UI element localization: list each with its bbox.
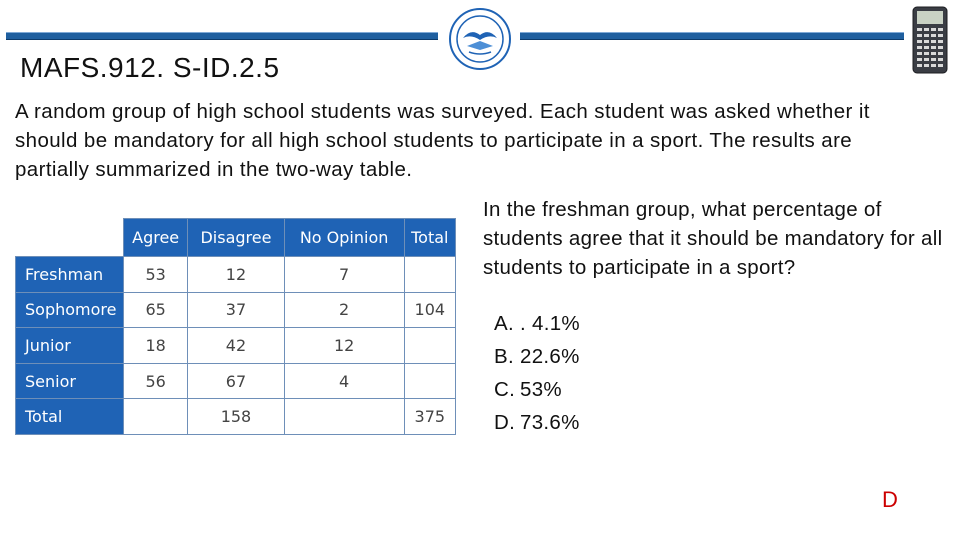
- table-cell: 56: [124, 363, 188, 399]
- choice-text: . 4.1%: [520, 312, 580, 335]
- table-row: [16, 399, 456, 435]
- table-cell: 375: [404, 399, 455, 435]
- choice-text: 22.6%: [520, 345, 580, 368]
- table-cell: 12: [284, 328, 404, 364]
- choice-d: [494, 406, 580, 439]
- table-cell: 18: [124, 328, 188, 364]
- table-cell: 4: [284, 363, 404, 399]
- column-header-disagree: Disagree: [188, 219, 284, 257]
- table-cell: 67: [188, 363, 284, 399]
- table-cell: 65: [124, 292, 188, 328]
- table-cell: 104: [404, 292, 455, 328]
- choice-a: [494, 307, 580, 340]
- table-row: [16, 257, 456, 293]
- page-title: MAFS.912. S-ID.2.5: [20, 52, 280, 83]
- table-row: [16, 292, 456, 328]
- choice-letter: D.: [494, 411, 516, 434]
- school-district-seal-icon: [449, 8, 511, 70]
- choice-letter: B.: [494, 345, 514, 368]
- table-cell: [404, 328, 455, 364]
- choice-text: 73.6%: [520, 411, 580, 434]
- table-row: [16, 363, 456, 399]
- choice-letter: C.: [494, 378, 516, 401]
- intro-paragraph: A random group of high school students was surveyed. Each student was asked whether it should be mandatory for all high school students to participate in a sport. The results are partially summarized in the two-way table.: [15, 100, 870, 181]
- row-label-junior: Junior: [16, 328, 124, 364]
- calculator-icon: [912, 6, 948, 74]
- header-bar-left: [6, 32, 438, 40]
- table-cell: 158: [188, 399, 284, 435]
- table-cell: [124, 399, 188, 435]
- row-label-sophomore: Sophomore: [16, 292, 124, 328]
- table-cell: 7: [284, 257, 404, 293]
- answer-choices: [494, 307, 580, 439]
- table-cell: 53: [124, 257, 188, 293]
- column-header-no-opinion: No Opinion: [284, 219, 404, 257]
- header-bar-right: [520, 32, 904, 40]
- row-label-freshman: Freshman: [16, 257, 124, 293]
- question-text: In the freshman group, what percentage of students agree that it should be mandatory for all students to participate in a sport?: [483, 198, 943, 279]
- table-cell: [404, 363, 455, 399]
- table-header-row: [16, 219, 456, 257]
- row-label-senior: Senior: [16, 363, 124, 399]
- table-row: [16, 328, 456, 364]
- table-cell: 42: [188, 328, 284, 364]
- column-header-total: Total: [404, 219, 455, 257]
- answer-key: D: [882, 487, 898, 512]
- choice-c: [494, 373, 580, 406]
- row-label-total: Total: [16, 399, 124, 435]
- table-cell: [284, 399, 404, 435]
- table-cell: 37: [188, 292, 284, 328]
- choice-text: 53%: [520, 378, 562, 401]
- table-corner-cell: [16, 219, 124, 257]
- choice-b: [494, 340, 580, 373]
- table-cell: 2: [284, 292, 404, 328]
- table-cell: 12: [188, 257, 284, 293]
- table-cell: [404, 257, 455, 293]
- choice-letter: A.: [494, 312, 514, 335]
- two-way-table: [15, 218, 456, 435]
- column-header-agree: Agree: [124, 219, 188, 257]
